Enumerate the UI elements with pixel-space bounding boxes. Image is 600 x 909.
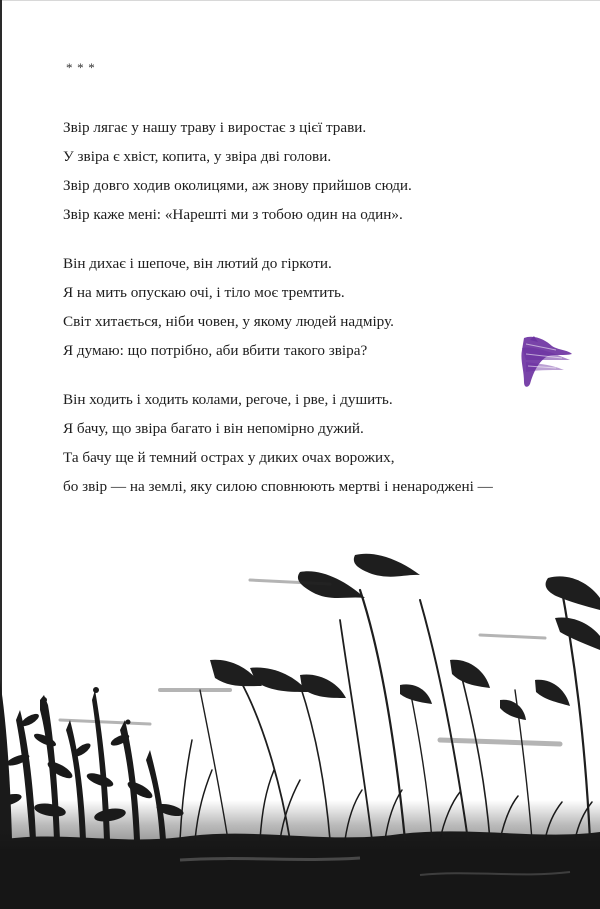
poem-line: Він ходить і ходить колами, регоче, і рве, і душить. [63, 391, 393, 408]
poem-line: Я думаю: що потрібно, аби вбити такого звіра? [63, 342, 368, 359]
poem-line: Та бачу ще й темний острах у диких очах ворожих, [63, 449, 395, 466]
poem-line: Світ хитається, ніби човен, у якому людей надміру. [63, 313, 394, 330]
poem-line: У звіра є хвіст, копита, у звіра дві голови. [63, 148, 332, 165]
poem-line: Я бачу, що звіра багато і він непомірно дужий. [63, 420, 364, 437]
asterism-ornament: * * * [66, 60, 96, 75]
stanza-1 [63, 113, 583, 229]
stanza-3 [63, 385, 583, 501]
reeds-silhouette-illustration [0, 540, 600, 909]
poem-line: Він дихає і шепоче, він лютий до гіркоти. [63, 255, 332, 272]
stanza-2 [63, 249, 583, 365]
poem-line: Звір довго ходив околицями, аж знову прийшов сюди. [63, 177, 412, 194]
poem-line: бо звір — на землі, яку силою сповнюють мертві і ненароджені — [63, 478, 493, 495]
poem-line: Звір лягає у нашу траву і виростає з цієї трави. [63, 119, 367, 136]
page-top-edge [0, 0, 600, 1]
purple-brush-stroke-illustration [512, 330, 576, 394]
poem-line: Я на мить опускаю очі, і тіло моє тремтить. [63, 284, 345, 301]
poem-line: Звір каже мені: «Нарешті ми з тобою один на один». [63, 206, 403, 223]
